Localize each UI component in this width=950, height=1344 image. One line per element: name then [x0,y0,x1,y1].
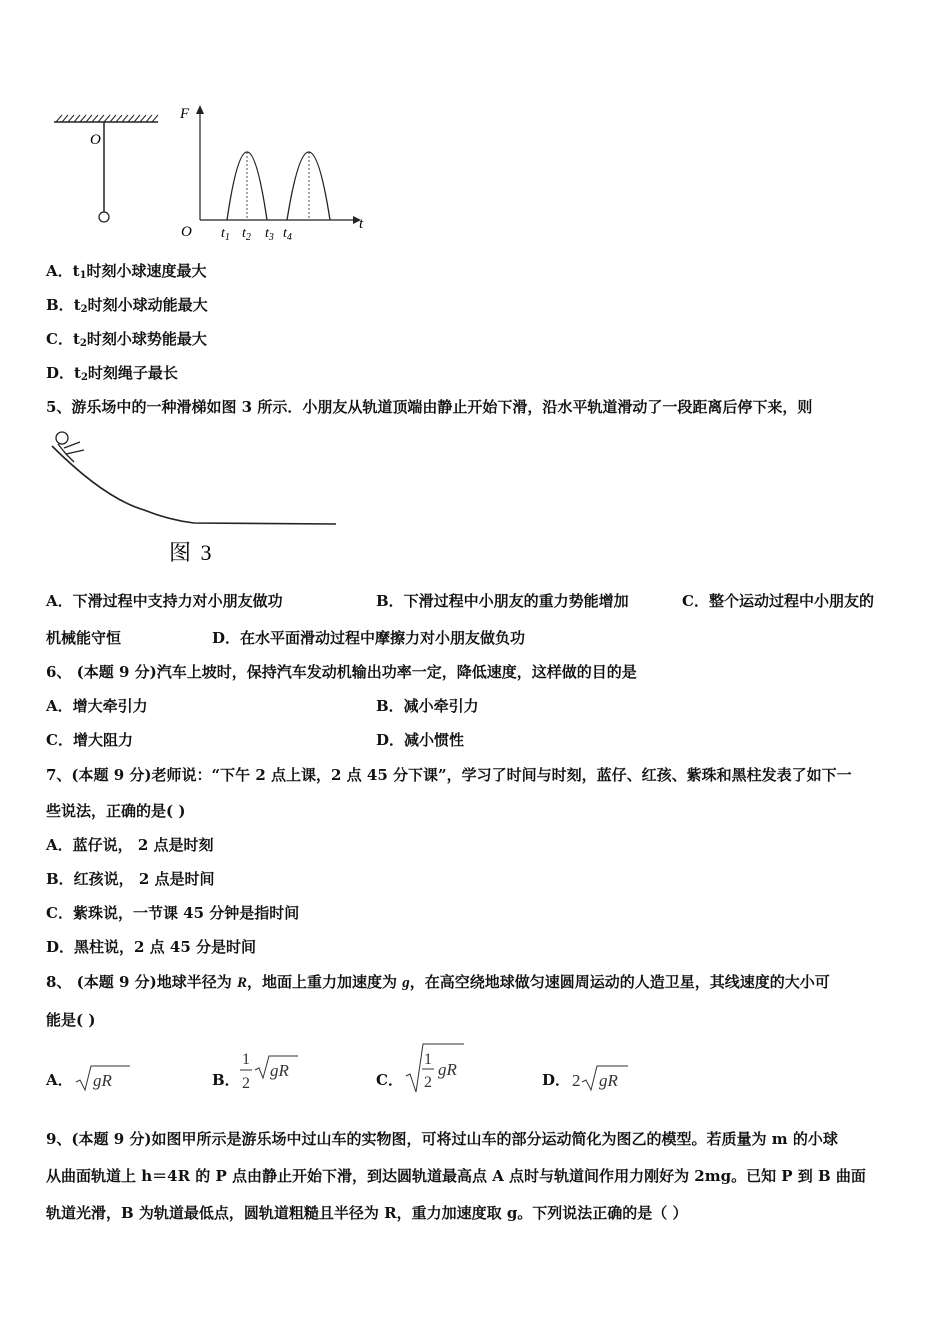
tick-t4: $t_4$ [283,226,292,243]
tick-t3: $t_3$ [265,226,274,243]
q6-stem: 6、 (本题 9 分)汽车上坡时，保持汽车发动机输出功率一定，降低速度，这样做的目的是 [46,663,637,681]
q6-option-d: D．减小惯性 [376,731,465,749]
q5-option-c: C．整个运动过程中小朋友的 [682,592,874,610]
q4-option-a: A．$t_1$时刻小球速度最大 [46,262,207,281]
svg-text:gR: gR [599,1071,618,1090]
slide-figure [44,428,344,568]
q6-option-a: A．增大牵引力 [46,697,148,715]
origin-label: O [181,224,192,240]
q8-stem-line2: 能是( ) [46,1011,96,1029]
q7-option-b: B．红孩说， 2 点是时间 [46,870,215,888]
q4-option-b: B．$t_2$时刻小球动能最大 [46,296,208,315]
q8-formula-b [238,1048,300,1098]
q8-formula-a [74,1060,134,1096]
svg-text:2: 2 [572,1071,581,1090]
pendulum-pivot-label: O [90,132,101,148]
x-axis-label: t [359,216,364,232]
q5-option-a: A．下滑过程中支持力对小朋友做功 [46,592,283,610]
q8-option-b-label: B． [212,1071,240,1089]
svg-text:gR: gR [438,1060,457,1079]
q6-option-c: C．增大阻力 [46,731,133,749]
q5-option-b: B．下滑过程中小朋友的重力势能增加 [376,592,629,610]
q6-option-b: B．减小牵引力 [376,697,479,715]
q5-option-c-cont: 机械能守恒 [46,629,122,647]
tick-t1: $t_1$ [221,226,230,243]
q7-stem-line2: 些说法，正确的是( ) [46,802,186,820]
svg-text:gR: gR [270,1061,289,1080]
q9-line1: 9、(本题 9 分)如图甲所示是游乐场中过山车的实物图，可将过山车的部分运动简化为图乙的模型。若质量为 m 的小球 [46,1130,838,1148]
tick-t2: $t_2$ [242,226,251,243]
q8-formula-d [570,1060,632,1096]
q4-option-c: C．$t_2$时刻小球势能最大 [46,330,207,349]
slide-figure-caption: 图 3 [169,540,214,565]
force-time-graph [175,100,370,245]
q7-option-c: C．紫珠说，一节课 45 分钟是指时间 [46,904,300,922]
q7-option-a: A．蓝仔说， 2 点是时刻 [46,836,214,854]
q8-formula-c [404,1040,468,1098]
q8-option-d-label: D． [542,1071,571,1089]
q8-option-a-label: A． [46,1071,73,1089]
q8-stem-line1: 8、 (本题 9 分)地球半径为 R，地面上重力加速度为 g，在高空绕地球做匀速圆周运动的人造卫星，其线速度的大小可 [46,973,830,991]
q5-stem: 5、游乐场中的一种滑梯如图 3 所示．小朋友从轨道顶端由静止开始下滑，沿水平轨道滑动了一段距离后停下来，则 [46,398,813,416]
svg-text:gR: gR [93,1071,112,1090]
y-axis-label: F [180,106,190,122]
svg-text:2: 2 [424,1074,432,1091]
svg-text:1: 1 [424,1051,432,1068]
q5-option-d: D．在水平面滑动过程中摩擦力对小朋友做负功 [212,629,526,647]
q8-option-c-label: C． [376,1071,403,1089]
q9-line2: 从曲面轨道上 h＝4R 的 P 点由静止开始下滑，到达圆轨道最高点 A 点时与轨道间作用力刚好为 2mg。已知 P 到 B 曲面 [46,1167,866,1185]
q7-option-d: D．黑柱说，2 点 45 分是时间 [46,938,256,956]
q4-option-d: D．$t_2$时刻绳子最长 [46,364,178,383]
svg-text:1: 1 [242,1051,250,1068]
svg-text:2: 2 [242,1075,250,1092]
q9-line3: 轨道光滑，B 为轨道最低点，圆轨道粗糙且半径为 R，重力加速度取 g。下列说法正确的是（ ） [46,1204,688,1222]
q7-stem-line1: 7、(本题 9 分)老师说：“下午 2 点上课，2 点 45 分下课”，学习了时间与时刻，蓝仔、红孩、紫珠和黑柱发表了如下一 [46,766,852,784]
pendulum-figure [50,108,165,228]
